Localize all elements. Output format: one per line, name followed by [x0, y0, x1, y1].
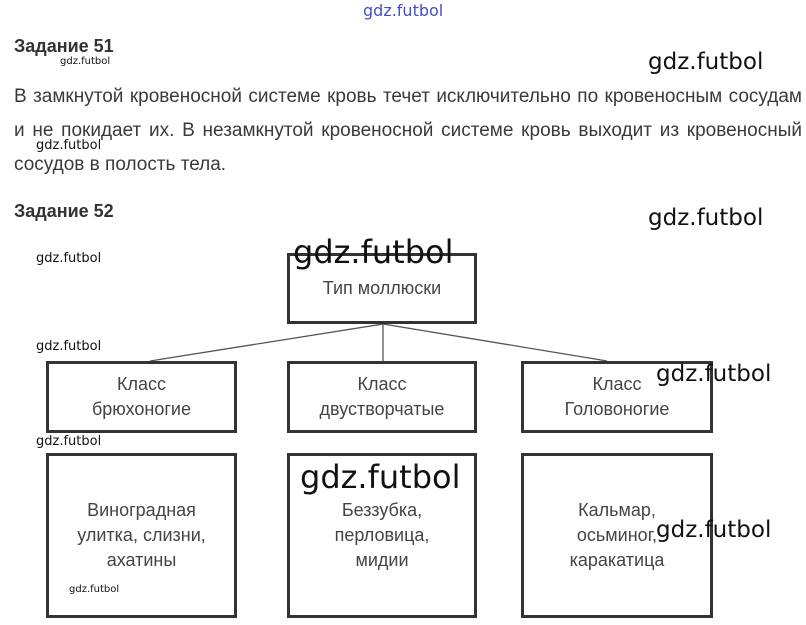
example-line: каракатица [569, 550, 665, 570]
watermark: gdz.futbol [36, 138, 102, 153]
watermark: gdz.futbol [648, 205, 764, 231]
watermark: gdz.futbol [300, 458, 461, 496]
watermark: gdz.futbol [293, 233, 454, 271]
watermark: gdz.futbol [656, 517, 772, 543]
watermark: gdz.futbol [69, 584, 120, 595]
watermark: gdz.futbol [656, 361, 772, 387]
class-label: Класс [116, 374, 166, 394]
root-label: Тип моллюски [322, 278, 442, 298]
example-line: Беззубка, [341, 500, 423, 520]
watermark: gdz.futbol [60, 56, 111, 67]
connector-right [383, 324, 607, 361]
class-box-gastropoda [46, 361, 237, 433]
example-line: улитка, слизни, [77, 525, 206, 545]
watermark: gdz.futbol [648, 49, 764, 75]
watermark: gdz.futbol [36, 251, 102, 266]
example-line: мидии [355, 550, 409, 570]
example-line: Кальмар, [578, 500, 656, 520]
example-line: ахатины [106, 550, 177, 570]
class-name: Головоногие [564, 399, 670, 419]
task-52-title: Задание 52 [14, 201, 114, 221]
class-name: брюхоногие [91, 399, 191, 419]
site-link[interactable]: gdz.futbol [363, 1, 444, 20]
class-box-bivalvia [287, 361, 477, 433]
example-line: перловица, [334, 525, 430, 545]
watermark: gdz.futbol [36, 339, 102, 354]
connector-left [150, 324, 383, 361]
class-name: двустворчатые [319, 399, 445, 419]
watermark: gdz.futbol [36, 434, 102, 449]
class-label: Класс [592, 374, 642, 394]
task-51-title: Задание 51 [14, 36, 114, 56]
class-label: Класс [357, 374, 407, 394]
task-51-text: В замкнутой кровеносной системе кровь течет исключительно по кровеносным сосудам и не покидает их. В незамкнутой кровеносной системе кровь выходит из кровеносный сосудов в полость тела. [14, 86, 802, 175]
example-line: осьминог, [576, 525, 658, 545]
example-line: Виноградная [87, 500, 196, 520]
